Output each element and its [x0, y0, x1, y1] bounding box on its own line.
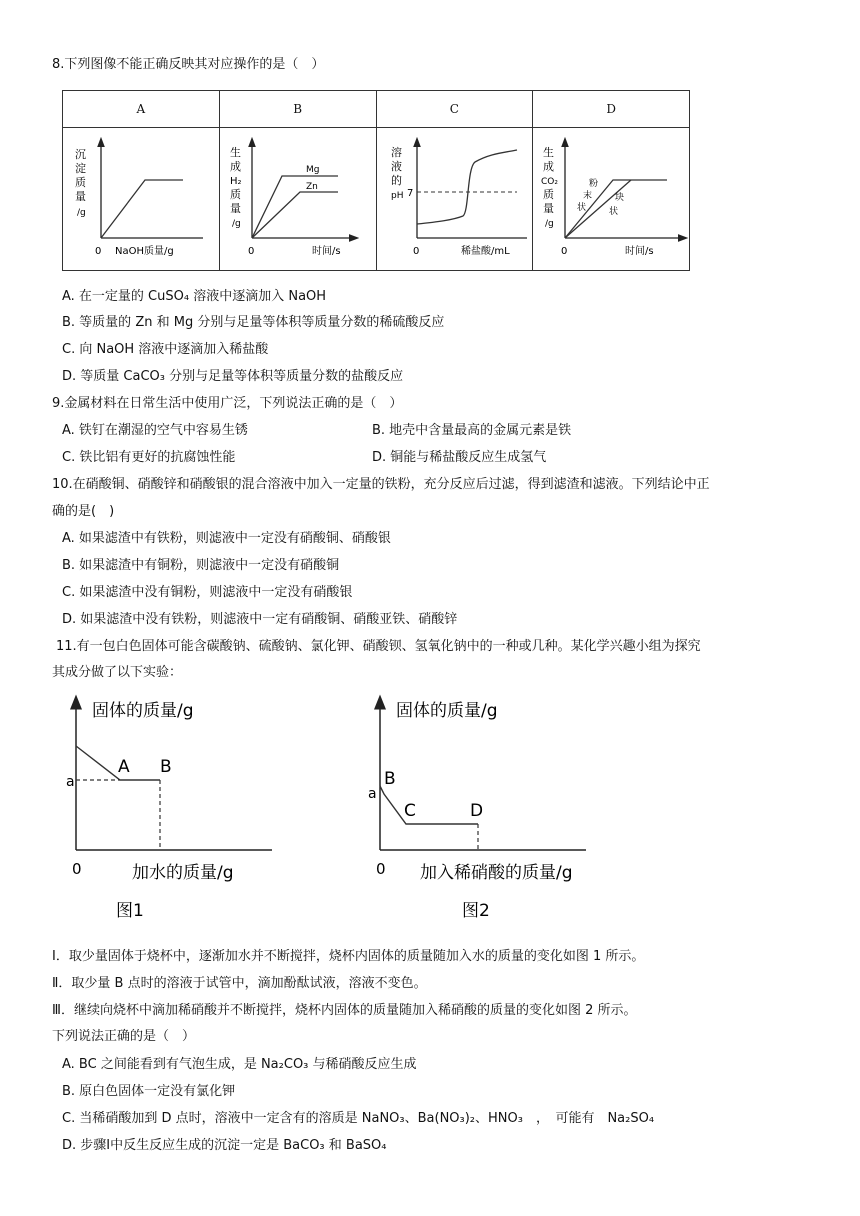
ylabel-a-5: /g: [77, 208, 86, 218]
q10-option-b: B. 如果滤渣中有铜粉，则滤液中一定没有硝酸铜: [62, 558, 340, 573]
q10-stem-line1: 10.在硝酸铜、硝酸锌和硝酸银的混合溶液中加入一定量的铁粉，充分反应后过滤，得到滤渣和滤液。下列结论中正: [52, 477, 710, 492]
label-d-lump-1: 块: [615, 193, 625, 203]
q11-figures: [50, 690, 610, 934]
q9-option-b: B. 地壳中含量最高的金属元素是铁: [372, 423, 572, 438]
q8-header-c: C: [376, 91, 533, 128]
fig2-caption: 图2: [462, 901, 490, 921]
ylabel-d-4: 质: [543, 188, 555, 201]
label-b-zn: Zn: [305, 182, 318, 192]
q8-graph-d-cell: [533, 128, 690, 271]
ylabel-c-1: 溶: [390, 146, 402, 159]
q11-option-c: C. 当稀硝酸加到 D 点时，溶液中一定含有的溶质是 NaNO₃、Ba(NO₃)₂、HNO₃ ， 可能有 Na₂SO₄: [62, 1111, 655, 1126]
fig1-point-b: B: [160, 757, 172, 777]
q8-graph-b-cell: [219, 128, 376, 271]
ylabel-d-3: CO₂: [541, 177, 559, 187]
fig1-caption: 图1: [116, 901, 144, 921]
fig1-xlabel: 加水的质量/g: [132, 863, 234, 883]
tick-c-7: 7: [406, 188, 413, 199]
fig2-label-a: a: [368, 786, 377, 802]
fig2-point-d: D: [470, 801, 484, 821]
fig2-xlabel: 加入稀硝酸的质量/g: [420, 863, 573, 883]
fig2-point-b: B: [384, 769, 396, 789]
xlabel-a: NaOH质量/g: [115, 246, 174, 257]
q8-graph-b: [220, 128, 370, 270]
q8-stem: 8.下列图像不能正确反映其对应操作的是（ ）: [52, 57, 325, 72]
q11-stem-line1: 11.有一包白色固体可能含碳酸钠、硫酸钠、氯化钾、硝酸钡、氢氧化钠中的一种或几种。某化学兴趣小组为探究: [56, 639, 701, 654]
q8-graph-table: [62, 90, 690, 271]
xlabel-b: 时间/s: [311, 246, 341, 257]
label-d-lump-2: 状: [609, 207, 619, 217]
fig1-label-a: a: [66, 774, 75, 790]
fig2-origin: 0: [376, 860, 386, 878]
q8-option-a: A. 在一定量的 CuSO₄ 溶液中逐滴加入 NaOH: [62, 289, 327, 304]
q9-option-d: D. 铜能与稀盐酸反应生成氢气: [372, 450, 547, 465]
curve-c: [417, 150, 517, 224]
fig1-origin: 0: [72, 860, 82, 878]
label-b-mg: Mg: [305, 165, 320, 175]
curve-a: [101, 180, 183, 238]
ylabel-c-4: pH: [390, 191, 403, 201]
ylabel-b-2: 成: [229, 160, 241, 173]
xlabel-c: 稀盐酸/mL: [460, 246, 510, 257]
ylabel-a-1: 沉: [75, 148, 86, 161]
q8-header-a: A: [63, 91, 220, 128]
q8-option-b: B. 等质量的 Zn 和 Mg 分别与足量等体积等质量分数的稀硫酸反应: [62, 315, 445, 330]
fig2-ylabel: 固体的质量/g: [396, 701, 498, 721]
xlabel-d: 时间/s: [625, 246, 654, 257]
label-d-powder-2: 末: [583, 191, 593, 201]
q8-option-d: D. 等质量 CaCO₃ 分别与足量等体积等质量分数的盐酸反应: [62, 369, 404, 384]
q10-stem-line2: 确的是( ): [52, 504, 115, 519]
q11-option-d: D. 步骤Ⅰ中反生反应生成的沉淀一定是 BaCO₃ 和 BaSO₄: [62, 1138, 387, 1153]
q8-header-d: D: [533, 91, 690, 128]
ylabel-d-2: 成: [543, 160, 555, 173]
ylabel-b-4: 质: [229, 188, 241, 201]
q11-option-a: A. BC 之间能看到有气泡生成，是 Na₂CO₃ 与稀硝酸反应生成: [62, 1057, 417, 1072]
q11-figures-svg: [50, 690, 610, 930]
origin-c: 0: [412, 246, 419, 257]
q8-option-c: C. 向 NaOH 溶液中逐滴加入稀盐酸: [62, 342, 269, 357]
q8-graph-a: [63, 128, 213, 270]
origin-b: 0: [247, 246, 255, 257]
q11-figure-1: [66, 701, 272, 921]
q9-option-a: A. 铁钉在潮湿的空气中容易生锈: [62, 423, 248, 438]
q10-option-a: A. 如果滤渣中有铁粉，则滤液中一定没有硝酸铜、硝酸银: [62, 531, 391, 546]
ylabel-a-3: 质: [75, 176, 86, 189]
q11-step-2: Ⅱ．取少量 B 点时的溶液于试管中，滴加酚酞试液，溶液不变色。: [52, 976, 427, 991]
ylabel-c-2: 液: [390, 160, 402, 173]
ylabel-a-4: 量: [75, 190, 86, 203]
ylabel-b-1: 生: [229, 146, 241, 159]
label-d-powder-1: 粉: [589, 179, 599, 189]
origin-d: 0: [561, 246, 568, 257]
q11-question: 下列说法正确的是（ ）: [52, 1029, 196, 1044]
q11-step-3: Ⅲ．继续向烧杯中滴加稀硝酸并不断搅拌，烧杯内固体的质量随加入稀硝酸的质量的变化如图 2 所示。: [52, 1003, 637, 1018]
ylabel-d-5: 量: [543, 202, 555, 215]
q8-graph-d: [533, 128, 693, 270]
q10-option-d: D. 如果滤渣中没有铁粉，则滤液中一定有硝酸铜、硝酸亚铁、硝酸锌: [62, 612, 458, 627]
q8-graph-c: [377, 128, 537, 270]
q11-figure-2: [368, 701, 586, 921]
ylabel-b-5: 量: [229, 202, 241, 215]
q8-graph-c-cell: [376, 128, 533, 271]
fig2-curve: [380, 786, 478, 824]
q8-graph-a-cell: [63, 128, 220, 271]
ylabel-d-1: 生: [543, 146, 555, 159]
ylabel-c-3: 的: [390, 174, 402, 187]
q9-stem: 9.金属材料在日常生活中使用广泛，下列说法正确的是（ ）: [52, 396, 403, 411]
fig2-point-c: C: [404, 801, 416, 821]
q9-option-c: C. 铁比铝有更好的抗腐蚀性能: [62, 450, 236, 465]
ylabel-b-6: /g: [231, 219, 241, 229]
ylabel-a-2: 淀: [75, 162, 86, 175]
q8-header-b: B: [219, 91, 376, 128]
q11-step-1: Ⅰ．取少量固体于烧杯中，逐渐加水并不断搅拌，烧杯内固体的质量随加入水的质量的变化如图 1 所示。: [52, 949, 645, 964]
ylabel-d-6: /g: [545, 219, 554, 229]
fig1-ylabel: 固体的质量/g: [92, 701, 194, 721]
q10-option-c: C. 如果滤渣中没有铜粉，则滤液中一定没有硝酸银: [62, 585, 353, 600]
fig1-point-a: A: [118, 757, 130, 777]
origin-a: 0: [95, 246, 102, 257]
curve-b-zn: [252, 192, 338, 238]
label-d-powder-3: 状: [577, 203, 587, 213]
q11-stem-line2: 其成分做了以下实验：: [52, 665, 183, 680]
ylabel-b-3: H₂: [229, 176, 242, 187]
curve-b-mg: [252, 176, 338, 238]
q11-option-b: B. 原白色固体一定没有氯化钾: [62, 1084, 236, 1099]
